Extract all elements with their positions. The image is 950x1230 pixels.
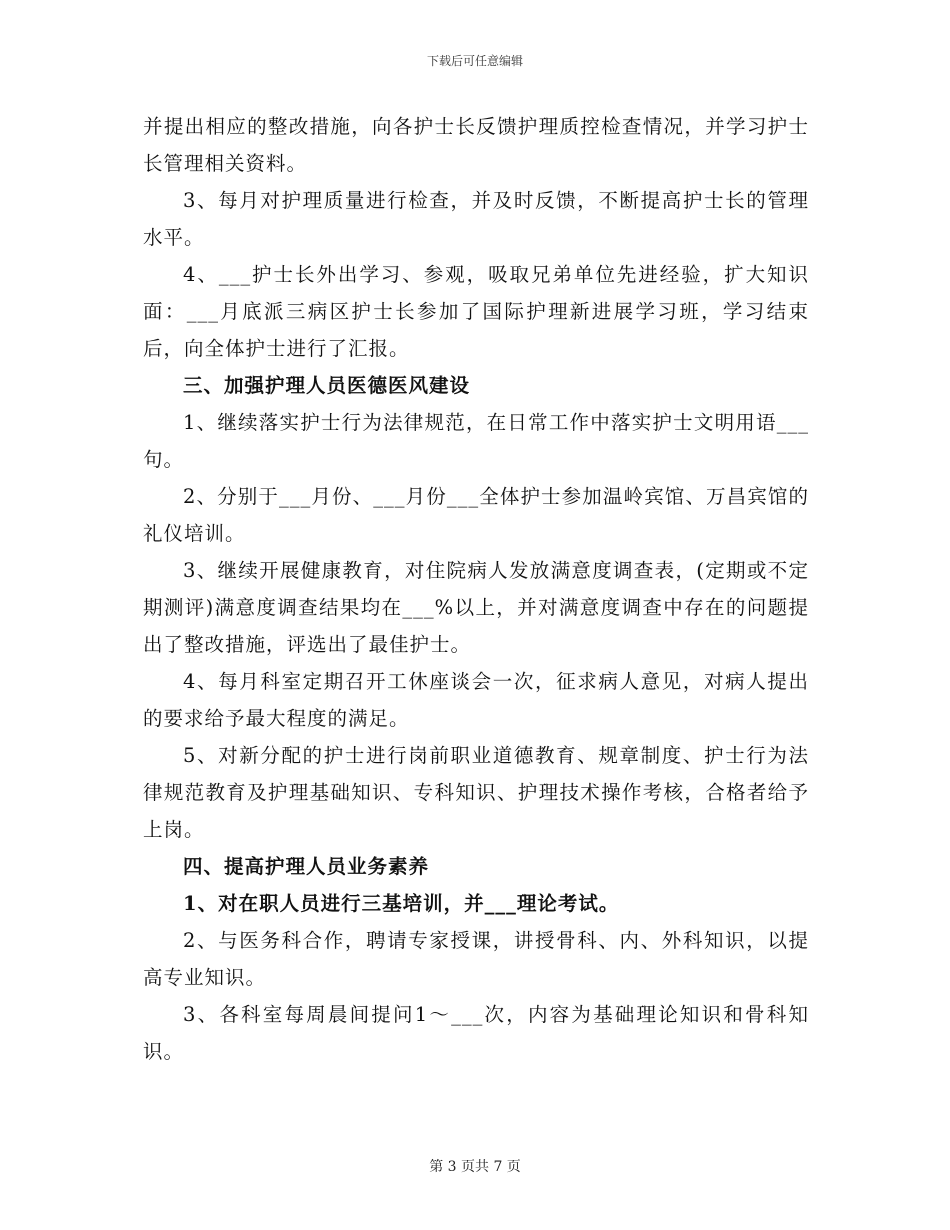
paragraph: 并提出相应的整改措施，向各护士长反馈护理质控检查情况，并学习护士长管理相关资料。 [143,115,809,175]
paragraph: 2、分别于___月份、___月份___全体护士参加温岭宾馆、万昌宾馆的礼仪培训。 [143,485,809,545]
document-body [143,108,809,1070]
paragraph: 2、与医务科合作，聘请专家授课，讲授骨科、内、外科知识，以提高专业知识。 [143,929,809,989]
paragraph: 1、对在职人员进行三基培训，并___理论考试。 [183,892,620,915]
section-heading: 三、加强护理人员医德医风建设 [183,374,471,397]
paragraph: 1、继续落实护士行为法律规范，在日常工作中落实护士文明用语___句。 [143,411,809,471]
section-heading: 四、提高护理人员业务素养 [183,855,430,878]
paragraph: 3、继续开展健康教育，对住院病人发放满意度调查表，(定期或不定期测评)满意度调查结果均在___%以上，并对满意度调查中存在的问题提出了整改措施，评选出了最佳护士。 [143,559,809,656]
page-header: 下载后可任意编辑 [426,54,523,68]
page-footer: 第 3 页共 7 页 [429,1159,521,1175]
paragraph: 5、对新分配的护士进行岗前职业道德教育、规章制度、护士行为法律规范教育及护理基础知识、专科知识、护理技术操作考核，合格者给予上岗。 [143,744,809,841]
paragraph: 3、各科室每周晨间提问1～___次，内容为基础理论知识和骨科知识。 [143,1003,809,1063]
paragraph: 4、每月科室定期召开工休座谈会一次，征求病人意见，对病人提出的要求给予最大程度的满足。 [143,670,809,730]
paragraph: 4、___护士长外出学习、参观，吸取兄弟单位先进经验，扩大知识面：___月底派三病区护士长参加了国际护理新进展学习班，学习结束后，向全体护士进行了汇报。 [143,263,809,360]
paragraph: 3、每月对护理质量进行检查，并及时反馈，不断提高护士长的管理水平。 [143,189,809,249]
